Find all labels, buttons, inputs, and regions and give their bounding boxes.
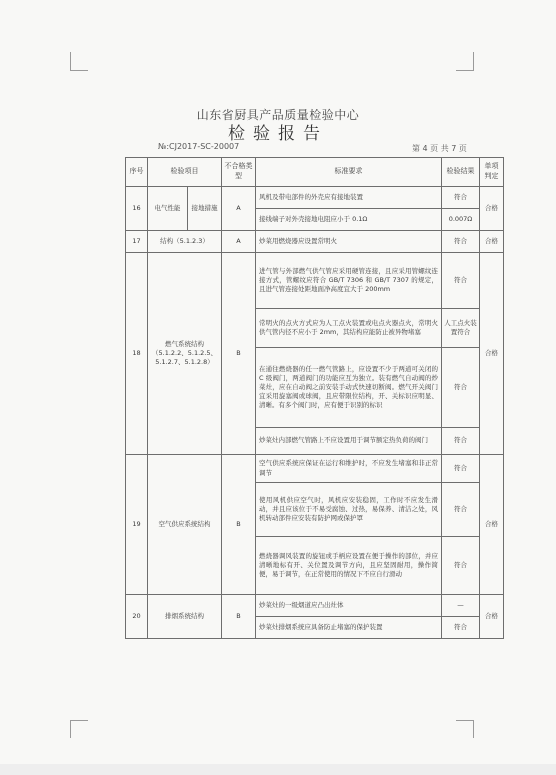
result-cell: 0.007Ω: [442, 209, 480, 231]
crop-mark-top-right: [473, 52, 474, 70]
col-verdict: 单项判定: [480, 158, 504, 187]
result-cell: 符合: [442, 253, 480, 309]
item-cell: 结构（5.1.2.3）: [148, 231, 222, 253]
standard-cell: 使用风机供应空气时，风机应安装稳固，工作时不应发生滑动，并且应该位于不易受腐蚀、过热，易保养、清洁之处，风机转动部件应安装有防护网或保护罩: [256, 483, 442, 537]
col-fail-type: 不合格类型: [222, 158, 256, 187]
result-cell: 符合: [442, 428, 480, 455]
result-cell: —: [442, 595, 480, 617]
org-name: 山东省厨具产品质量检验中心: [196, 108, 360, 122]
table-row: [126, 455, 504, 483]
verdict-cell: 合格: [480, 595, 504, 639]
standard-cell: 在通往燃烧器的任一燃气管路上，应设置不少于两道可关闭的 C 级阀门，两道阀门的功能应互为独立。装有燃气自动阀的炒菜灶，应在自动阀之前安装手动式快速切断阀。燃气开关阀门宜采用旋塞阀或球阀，且应带限位结构，开、关标识应明显、清晰。有多个阀门时，应有便于识别的标识: [256, 348, 442, 428]
item-sub-cell: 接地措施: [188, 187, 222, 231]
result-cell: 符合: [442, 537, 480, 595]
report-title: 检验报告: [228, 124, 328, 144]
result-cell: 符合: [442, 617, 480, 639]
crop-mark-bottom-left-h: [70, 720, 88, 721]
seq-cell: 19: [126, 455, 148, 595]
result-cell: 符合: [442, 455, 480, 483]
document-number: №:CJ2017-SC-20007: [158, 142, 240, 151]
verdict-cell: 合格: [480, 187, 504, 231]
type-cell: B: [222, 455, 256, 595]
crop-mark-top-right-h: [456, 70, 474, 71]
result-cell: 符合: [442, 187, 480, 209]
crop-mark-top-left-h: [70, 70, 88, 71]
standard-cell: 炒菜灶内部燃气管路上不应设置用于调节额定热负荷的阀门: [256, 428, 442, 455]
standard-cell: 炒菜灶排烟系统应具备防止堵塞的保护装置: [256, 617, 442, 639]
standard-cell: 炒菜用燃烧器应设置常明火: [256, 231, 442, 253]
item-cell: 排烟系统结构: [148, 595, 222, 639]
inspection-table: [125, 157, 504, 639]
result-cell: 符合: [442, 348, 480, 428]
type-cell: A: [222, 231, 256, 253]
standard-cell: 风机及带电部件的外壳应有接地装置: [256, 187, 442, 209]
standard-cell: 燃烧器调风装置的旋钮或手柄应设置在便于操作的部位，并应清晰地标有开、关位置及调节方向，且应坚固耐用，操作简便，易于调节，在正常使用的情况下不应自行滑动: [256, 537, 442, 595]
standard-cell: 进气管与外部燃气供气管应采用硬管连接，且应采用管螺纹连接方式，管螺纹应符合 GB/T 7306 和 GB/T 7307 的规定，且进气管连接处距地面净高度宜大于 200mm: [256, 253, 442, 309]
table-row: [126, 253, 504, 309]
seq-cell: 16: [126, 187, 148, 231]
crop-mark-bottom-left: [70, 720, 71, 738]
col-standard: 标准要求: [256, 158, 442, 187]
type-cell: A: [222, 187, 256, 231]
standard-cell: 常明火的点火方式应为人工点火装置或电点火器点火，常明火供气管内径不应小于 2mm，其结构应能防止被异物堵塞: [256, 309, 442, 348]
standard-cell: 接线端子对外壳接地电阻应小于 0.1Ω: [256, 209, 442, 231]
seq-cell: 18: [126, 253, 148, 455]
result-cell: 人工点火装置符合: [442, 309, 480, 348]
verdict-cell: 合格: [480, 231, 504, 253]
table-header-row: [126, 158, 504, 187]
page-info: 第 4 页 共 7 页: [412, 144, 467, 153]
verdict-cell: 合格: [480, 455, 504, 595]
result-cell: 符合: [442, 231, 480, 253]
standard-cell: 空气供应系统应保证在运行和维护时，不应发生堵塞和非正常调节: [256, 455, 442, 483]
crop-mark-bottom-right: [473, 720, 474, 738]
table-row: [126, 595, 504, 617]
seq-cell: 17: [126, 231, 148, 253]
result-cell: 符合: [442, 483, 480, 537]
table-row: [126, 187, 504, 209]
col-item: 检验项目: [148, 158, 222, 187]
verdict-cell: 合格: [480, 253, 504, 455]
crop-mark-top-left: [70, 52, 71, 70]
item-cell: 空气供应系统结构: [148, 455, 222, 595]
col-result: 检验结果: [442, 158, 480, 187]
item-cell: 燃气系统结构（5.1.2.2、5.1.2.5、5.1.2.7、5.1.2.8）: [148, 253, 222, 455]
col-seq: 序号: [126, 158, 148, 187]
standard-cell: 炒菜灶的一级烟道应凸出灶体: [256, 595, 442, 617]
type-cell: B: [222, 595, 256, 639]
type-cell: B: [222, 253, 256, 455]
crop-mark-bottom-right-h: [456, 720, 474, 721]
table-row: [126, 231, 504, 253]
item-cell: 电气性能: [148, 187, 188, 231]
viewer-footer-strip: [0, 764, 556, 775]
seq-cell: 20: [126, 595, 148, 639]
